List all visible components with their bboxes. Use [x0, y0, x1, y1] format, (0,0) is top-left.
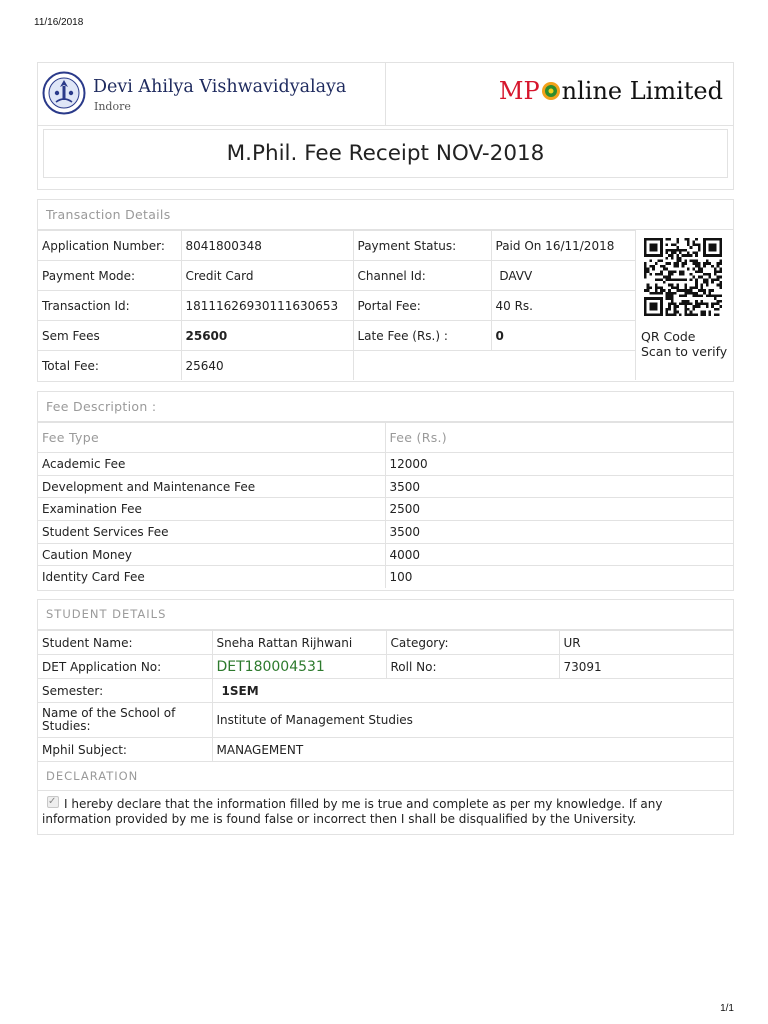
fee-type: Academic Fee: [38, 453, 385, 476]
row-label: Mphil Subject:: [38, 738, 212, 762]
det-application-number: DET180004531: [212, 655, 386, 679]
table-header-row: [38, 423, 733, 453]
student-details-section: [37, 599, 734, 835]
row-label: Name of the School of Studies:: [38, 703, 212, 738]
mponline-emblem-icon: [541, 81, 561, 101]
table-row: [38, 738, 733, 762]
table-row: [38, 655, 733, 679]
school-value: Institute of Management Studies: [212, 703, 733, 738]
fee-type: Identity Card Fee: [38, 566, 385, 588]
university-name: Devi Ahilya Vishwavidyalaya: [93, 77, 347, 97]
fee-amount: 3500: [385, 521, 733, 544]
table-row: [38, 521, 733, 544]
student-section-title: STUDENT DETAILS: [38, 600, 733, 630]
qr-code: [644, 238, 722, 316]
row-label: Payment Status:: [353, 231, 491, 261]
row-label: Roll No:: [386, 655, 559, 679]
row-value: 40 Rs.: [491, 291, 635, 321]
roll-number: 73091: [559, 655, 733, 679]
semester-text: 1SEM: [221, 683, 259, 698]
column-header-fee-type: Fee Type: [38, 423, 385, 453]
transaction-id: 18111626930111630653: [181, 291, 353, 321]
receipt-header: [37, 62, 734, 190]
category-value: UR: [559, 631, 733, 655]
header-logos-row: [38, 63, 733, 126]
fee-type: Caution Money: [38, 543, 385, 566]
row-label: Channel Id:: [353, 261, 491, 291]
table-row: [38, 453, 733, 476]
fee-table: [38, 422, 733, 588]
table-row: [38, 231, 635, 261]
row-label: Transaction Id:: [38, 291, 181, 321]
subject-value: MANAGEMENT: [212, 738, 733, 762]
header-divider: [385, 63, 386, 125]
university-seal-icon: [42, 71, 86, 115]
row-value: DAVV: [491, 261, 635, 291]
qr-caption: QR Code Scan to verify: [641, 329, 728, 359]
university-city: Indore: [94, 100, 131, 113]
row-label: Sem Fees: [38, 321, 181, 351]
sem-fees-value: 25600: [181, 321, 353, 351]
empty-cell: [353, 351, 635, 381]
transaction-details-section: [37, 199, 734, 382]
total-fee-value: 25640: [181, 351, 353, 381]
transaction-table: [38, 230, 635, 380]
page-number: 1/1: [720, 1003, 734, 1014]
print-date: 11/16/2018: [34, 17, 84, 28]
table-row: [38, 321, 635, 351]
table-row: [38, 475, 733, 498]
table-row: [38, 498, 733, 521]
payment-status: Paid On 16/11/2018: [491, 231, 635, 261]
fee-amount: 100: [385, 566, 733, 588]
student-table: [38, 630, 733, 761]
transaction-section-title: Transaction Details: [38, 200, 733, 230]
fee-amount: 4000: [385, 543, 733, 566]
late-fee-value: 0: [491, 321, 635, 351]
mponline-logo: [499, 77, 723, 105]
fee-amount: 12000: [385, 453, 733, 476]
page-title: M.Phil. Fee Receipt NOV-2018: [43, 129, 728, 178]
fee-description-section: [37, 391, 734, 591]
table-row: [38, 543, 733, 566]
row-label: Application Number:: [38, 231, 181, 261]
qr-code-panel: [635, 230, 734, 380]
row-label: Student Name:: [38, 631, 212, 655]
row-label: Portal Fee:: [353, 291, 491, 321]
fee-amount: 3500: [385, 475, 733, 498]
table-row: [38, 679, 733, 703]
table-row: [38, 261, 635, 291]
table-row: [38, 703, 733, 738]
table-row: [38, 631, 733, 655]
row-label: DET Application No:: [38, 655, 212, 679]
column-header-fee-amount: Fee (Rs.): [385, 423, 733, 453]
fee-section-title: Fee Description :: [38, 392, 733, 422]
declaration: [38, 791, 733, 827]
row-label: Category:: [386, 631, 559, 655]
row-label: Semester:: [38, 679, 212, 703]
fee-type: Examination Fee: [38, 498, 385, 521]
mponline-prefix: MP: [498, 77, 540, 105]
student-name: Sneha Rattan Rijhwani: [212, 631, 386, 655]
semester-value: [212, 679, 733, 703]
row-label: Total Fee:: [38, 351, 181, 381]
row-value: 8041800348: [181, 231, 353, 261]
fee-type: Student Services Fee: [38, 521, 385, 544]
mponline-suffix: nline Limited: [561, 77, 723, 105]
row-value: Credit Card: [181, 261, 353, 291]
fee-type: Development and Maintenance Fee: [38, 475, 385, 498]
table-row: [38, 566, 733, 588]
fee-amount: 2500: [385, 498, 733, 521]
declaration-checkbox[interactable]: [47, 796, 59, 808]
row-label: Late Fee (Rs.) :: [353, 321, 491, 351]
table-row: [38, 351, 635, 381]
declaration-title: DECLARATION: [38, 761, 733, 791]
table-row: [38, 291, 635, 321]
declaration-text: I hereby declare that the information filled by me is true and complete as per my knowledge. If any information provided by me is found false or incorrect then I shall be disqualified by the University.: [42, 797, 663, 826]
row-label: Payment Mode:: [38, 261, 181, 291]
